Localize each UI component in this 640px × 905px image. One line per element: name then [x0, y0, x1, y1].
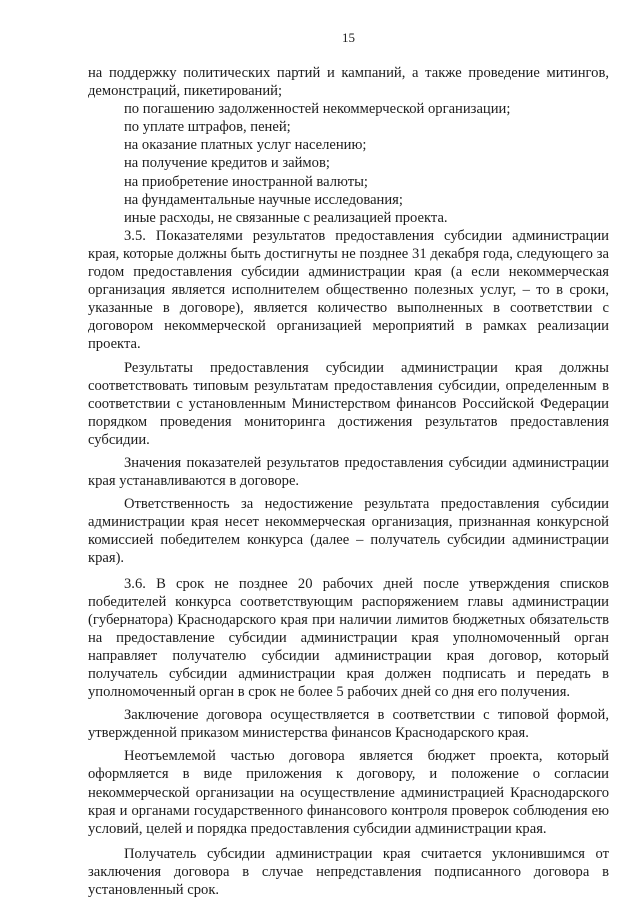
paragraph-other-expenses: иные расходы, не связанные с реализацией проекта. — [124, 209, 448, 226]
paragraph-project-budget: Неотъемлемой частью договора является бюджет проекта, который оформляется в виде приложения к договору, и положение о согласии некоммерческой организации на осуществление администрацией Краснодарского края и органами государственного финансового контроля проверок соблюдения ею условий, целей и порядка предоставления субсидии администрации края. — [88, 748, 609, 837]
paragraph-section-3-6: 3.6. В срок не позднее 20 рабочих дней после утверждения списков победителей конкурса соответствующим распоряжением главы администрации (губернатора) Краснодарского края при наличии лимитов бюджетных обязательств на предоставление субсидии администрации края уполномоченный орган направляет получателю субсидии администрации края договор, который получатель субсидии администрации края должен подписать и передать в уполномоченный орган в срок не более 5 рабочих дней со дня его получения. — [88, 575, 609, 701]
paragraph-foreign-currency: на приобретение иностранной валюты; — [124, 173, 368, 190]
paragraph-contract-form: Заключение договора осуществляется в соответствии с типовой формой, утвержденной приказом министерства финансов Краснодарского края. — [88, 707, 609, 742]
paragraph-fines: по уплате штрафов, пеней; — [124, 119, 291, 136]
paragraph-paid-services: на оказание платных услуг населению; — [124, 137, 367, 154]
paragraph-fundamental-research: на фундаментальные научные исследования; — [124, 191, 403, 208]
paragraph-section-3-5: 3.5. Показателями результатов предоставления субсидии администрации края, которые должны быть достигнуты не позднее 31 декабря года, следующего за годом предоставления субсидии администрации края (а если некоммерческая организация является исполнителем общественно полезных услуг, – то в сроки, указанные в договоре), является количество выполненных в соответствии с договором некоммерческой организацией мероприятий в рамках реализации проекта. — [88, 227, 609, 353]
paragraph-political-support: на поддержку политических партий и кампаний, а также проведение митингов, демонстраций, пикетирований; — [88, 65, 609, 100]
paragraph-evasion: Получатель субсидии администрации края считается уклонившимся от заключения договора в случае непредставления подписанного договора в установленный срок. — [88, 845, 609, 899]
paragraph-results-typical: Результаты предоставления субсидии администрации края должны соответствовать типовым результатам предоставления субсидии, определенным в соответствии с установленным Министерством финансов Российской Федерации порядком проведения мониторинга достижения результатов предоставления субсидии. — [88, 359, 609, 448]
paragraph-debt-repayment: по погашению задолженностей некоммерческой организации; — [124, 101, 511, 118]
paragraph-indicator-values: Значения показателей результатов предоставления субсидии администрации края устанавливаются в договоре. — [88, 454, 609, 490]
paragraph-loans: на получение кредитов и займов; — [124, 155, 330, 172]
paragraph-responsibility: Ответственность за недостижение результата предоставления субсидии администрации края несет некоммерческая организация, признанная конкурсной комиссией победителем конкурса (далее – получатель субсидии администрации края). — [88, 496, 609, 567]
page-number: 15 — [342, 30, 355, 45]
